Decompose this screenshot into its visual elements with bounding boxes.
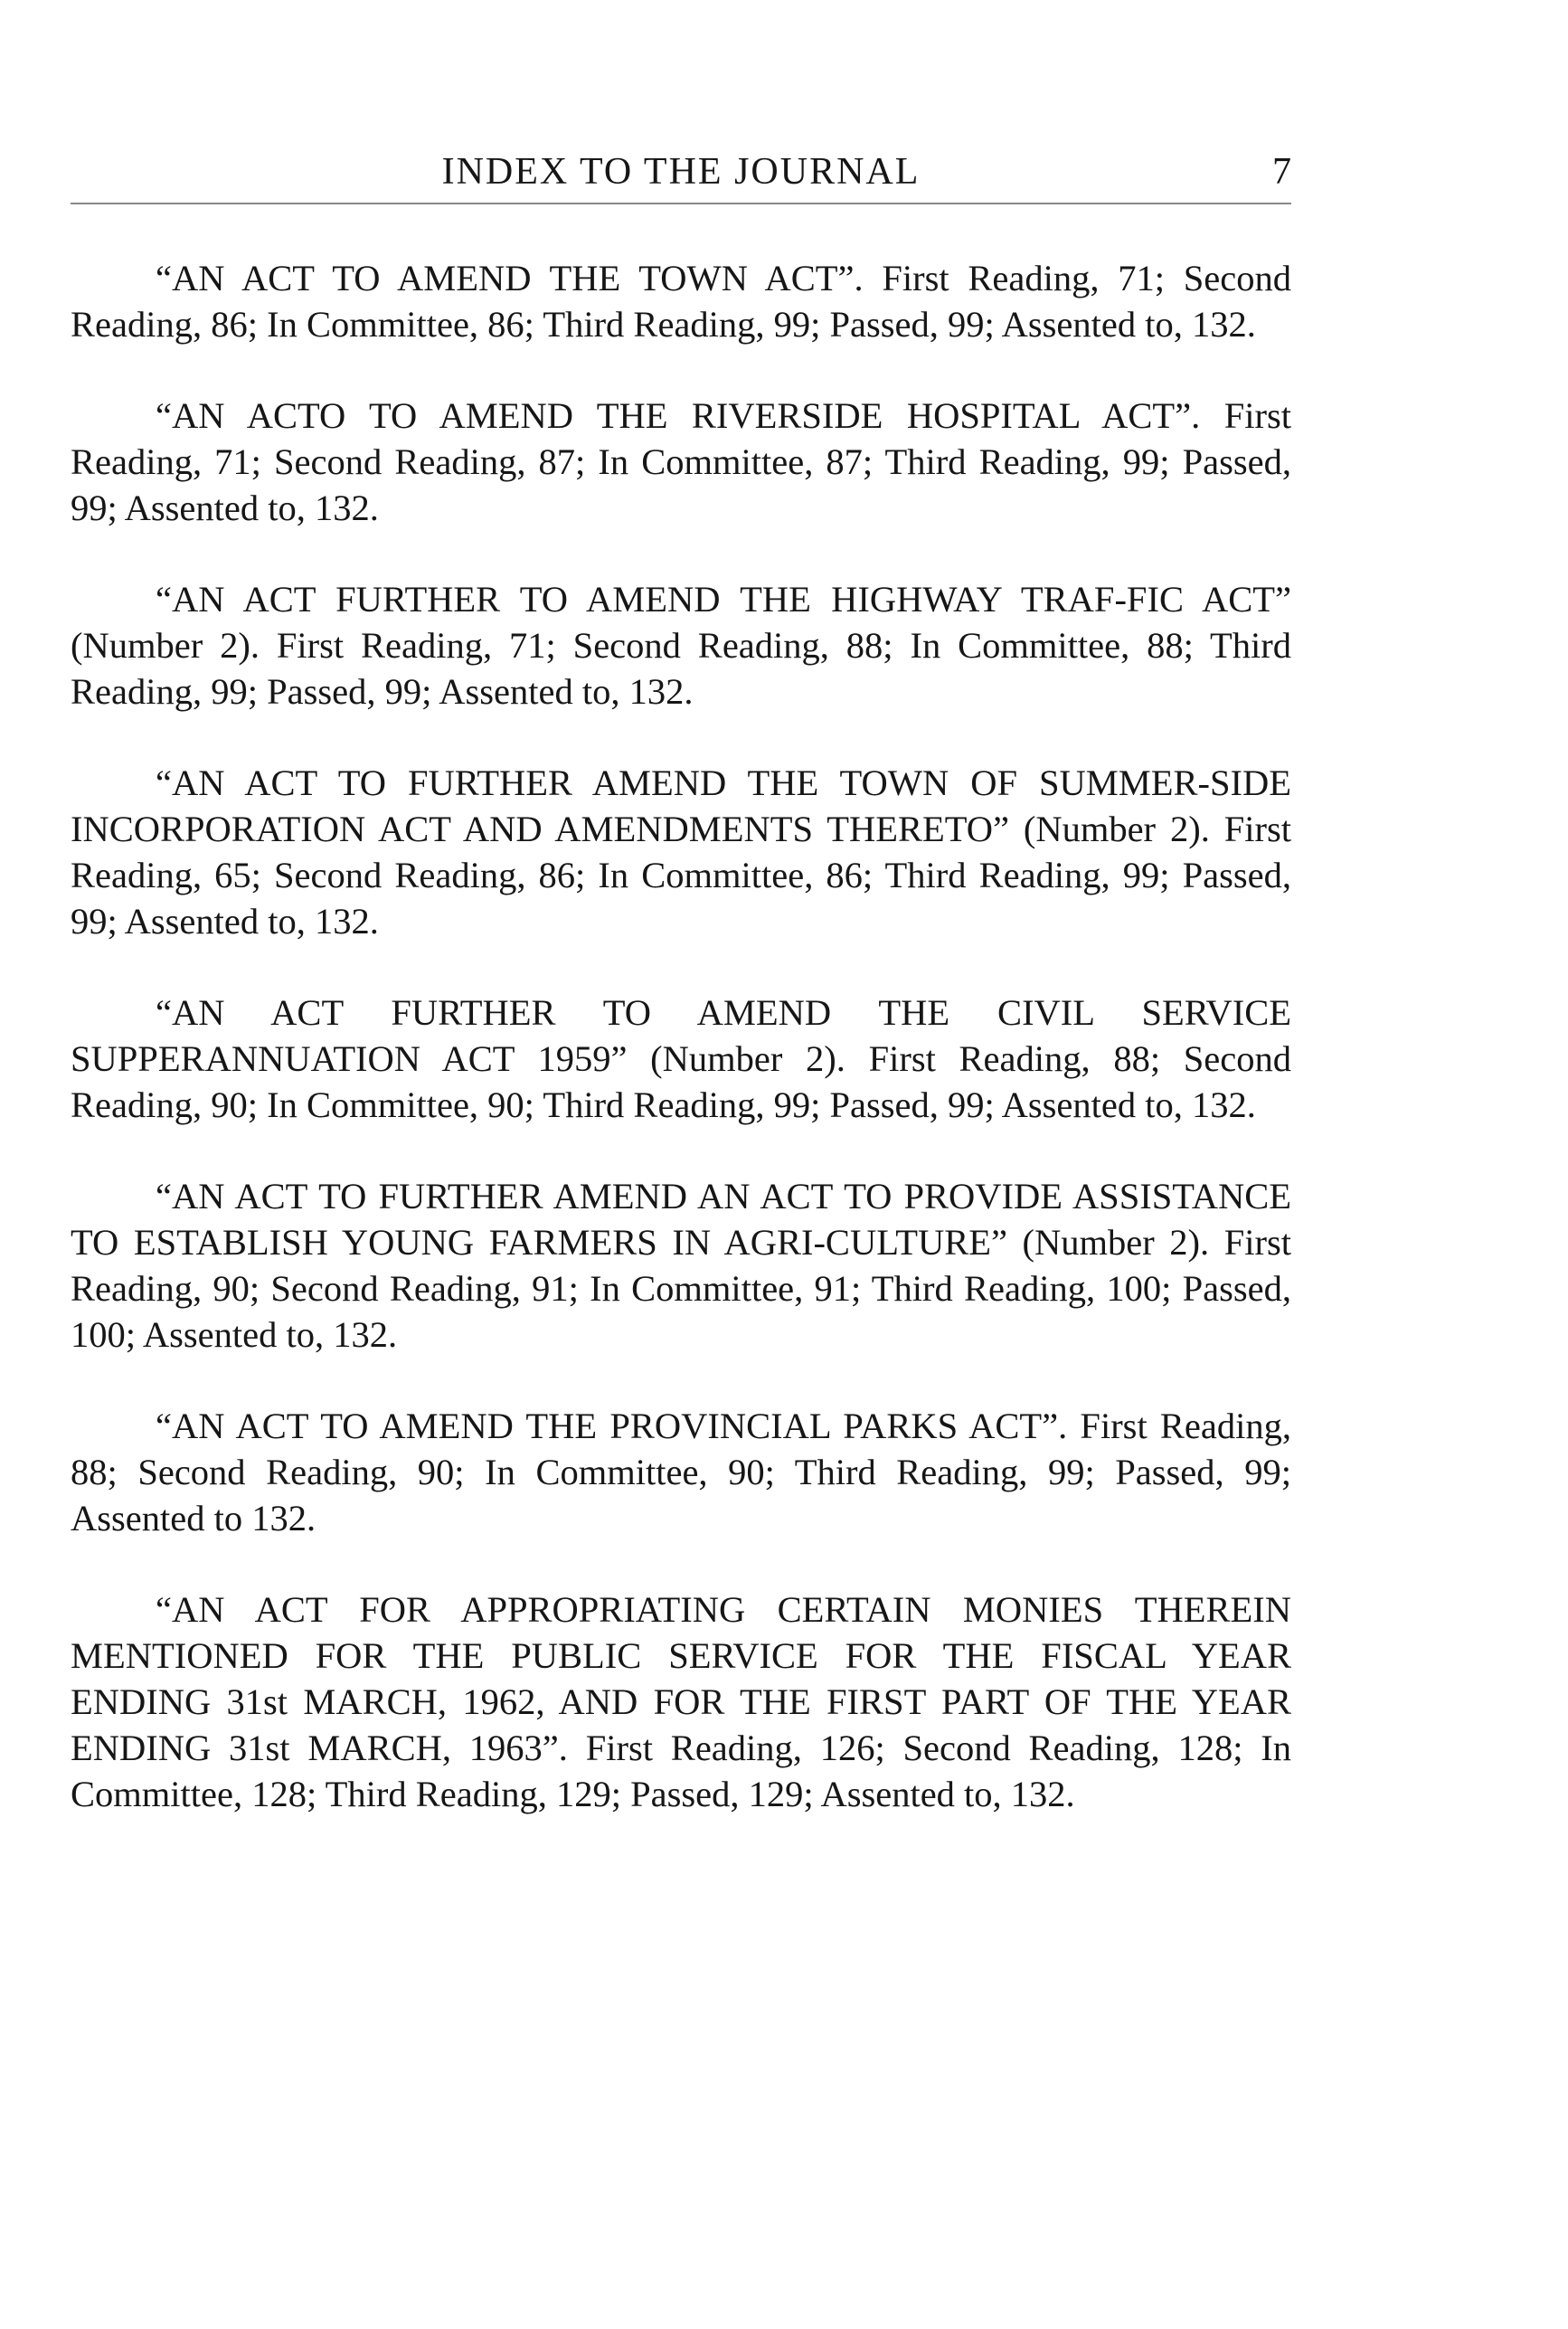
index-entry-summerside-incorporation-act: “AN ACT TO FURTHER AMEND THE TOWN OF SUMMER-SIDE INCORPORATION ACT AND AMENDMENTS THERETO” (Number 2). First Reading, 65; Second Reading, 86; In Committee, 86; Third Reading, 99; Passed, 99; Assented to, 132. [71, 762, 1291, 942]
index-entry-provincial-parks-act: “AN ACT TO AMEND THE PROVINCIAL PARKS ACT”. First Reading, 88; Second Reading, 90; In Committee, 90; Third Reading, 99; Passed, 99; Assented to 132. [71, 1406, 1291, 1538]
header-rule [71, 203, 1291, 204]
index-entry-town-act: “AN ACT TO AMEND THE TOWN ACT”. First Reading, 71; Second Reading, 86; In Committee, 86; Third Reading, 99; Passed, 99; Assented to, 132. [71, 258, 1291, 345]
index-entry-civil-service-superannuation-act: “AN ACT FURTHER TO AMEND THE CIVIL SERVICE SUPPERANNUATION ACT 1959” (Number 2). First Reading, 88; Second Reading, 90; In Committee, 90; Third Reading, 99; Passed, 99; Assented to, 132. [71, 992, 1291, 1125]
index-entry-young-farmers-act: “AN ACT TO FURTHER AMEND AN ACT TO PROVIDE ASSISTANCE TO ESTABLISH YOUNG FARMERS IN AGRI-CULTURE” (Number 2). First Reading, 90; Second Reading, 91; In Committee, 91; Third Reading, 100; Passed, 100; Assented to, 132. [71, 1176, 1291, 1355]
running-head [71, 145, 1291, 199]
index-entry-appropriation-act: “AN ACT FOR APPROPRIATING CERTAIN MONIES THEREIN MENTIONED FOR THE PUBLIC SERVICE FOR THE FISCAL YEAR ENDING 31st MARCH, 1962, AND FOR THE FIRST PART OF THE YEAR ENDING 31st MARCH, 1963”. First Reading, 126; Second Reading, 128; In Committee, 128; Third Reading, 129; Passed, 129; Assented to, 132. [71, 1589, 1291, 1814]
index-entry-highway-traffic-act: “AN ACT FURTHER TO AMEND THE HIGHWAY TRAF-FIC ACT” (Number 2). First Reading, 71; Second Reading, 88; In Committee, 88; Third Reading, 99; Passed, 99; Assented to, 132. [71, 579, 1291, 712]
index-entries [71, 255, 1291, 1862]
page-number: 7 [1272, 151, 1291, 193]
index-entry-riverside-hospital-act: “AN ACTO TO AMEND THE RIVERSIDE HOSPITAL ACT”. First Reading, 71; Second Reading, 87; In Committee, 87; Third Reading, 99; Passed, 99; Assented to, 132. [71, 395, 1291, 528]
running-title: INDEX TO THE JOURNAL [441, 151, 921, 193]
